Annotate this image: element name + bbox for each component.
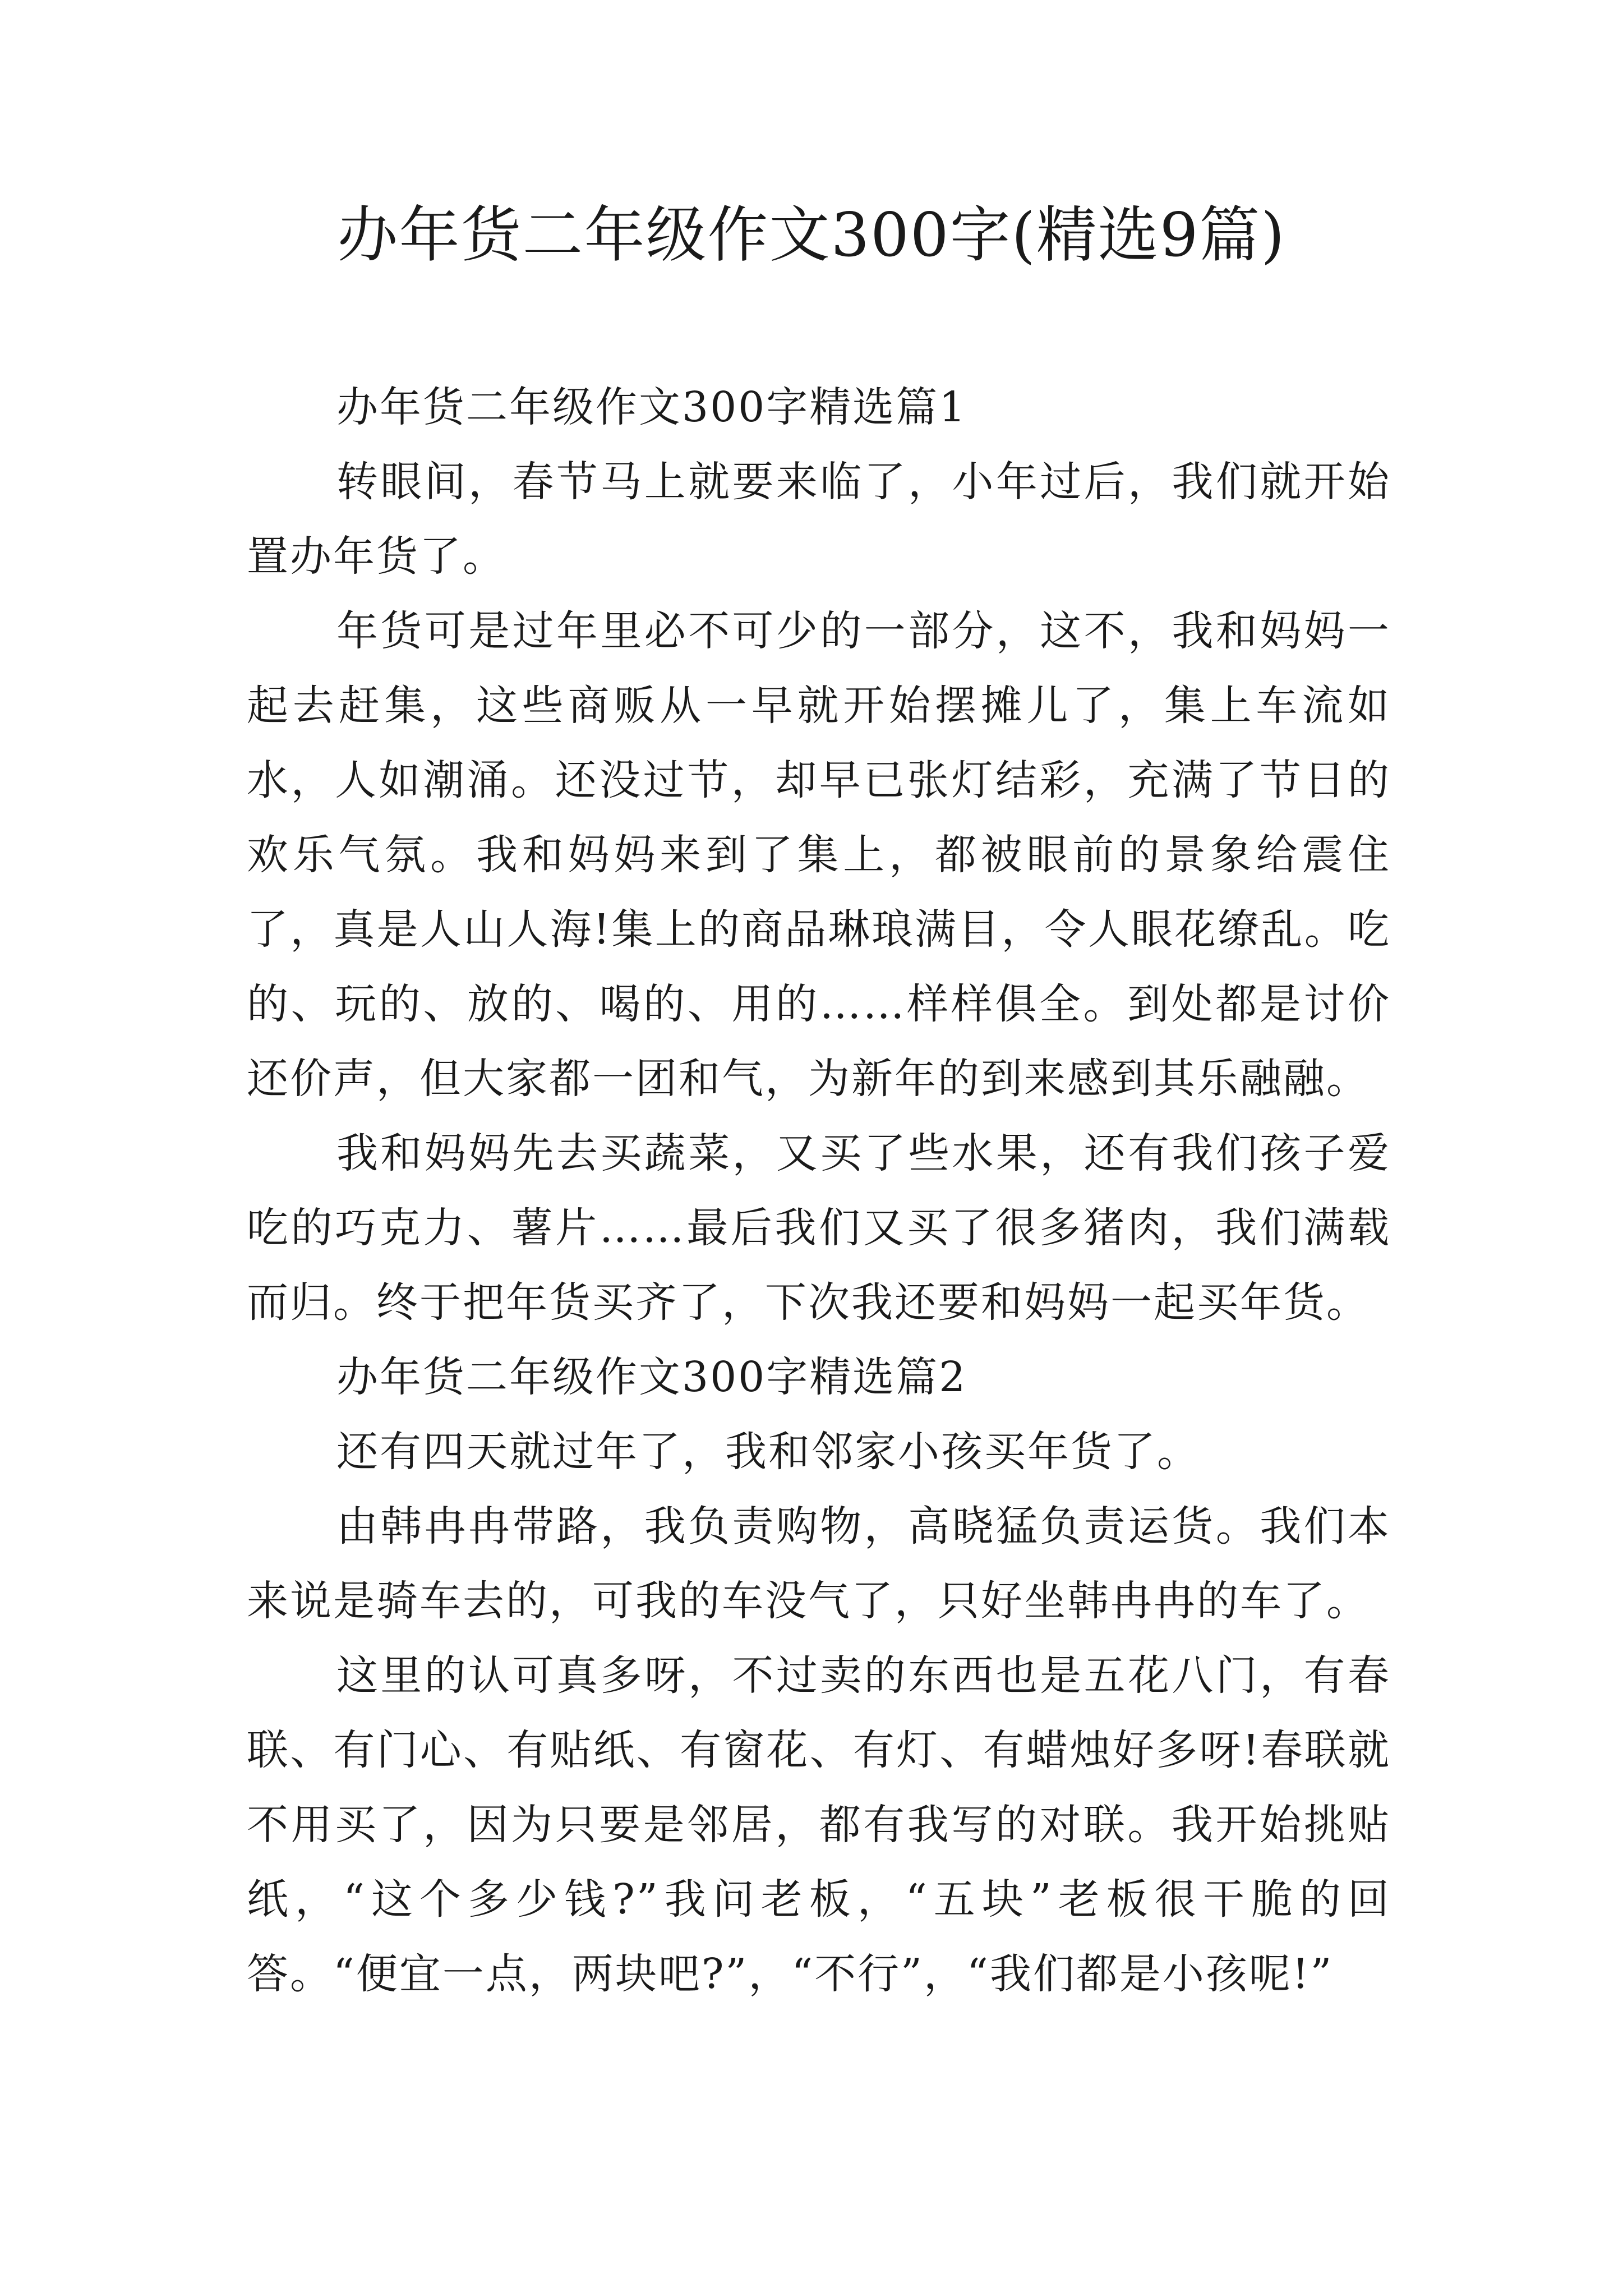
paragraph: 还有四天就过年了，我和邻家小孩买年货了。 xyxy=(336,1428,1200,1476)
document-title: 办年货二年级作文300字(精选9篇) xyxy=(337,200,1286,270)
section-heading: 办年货二年级作文300字精选篇2 xyxy=(336,1353,967,1401)
section-heading: 办年货二年级作文300字精选篇1 xyxy=(336,383,967,431)
paragraph: 我和妈妈先去买蔬菜，又买了些水果，还有我们孩子爱吃的巧克力、薯片……最后我们又买了很多猪肉，我们满载而归。终于把年货买齐了，下次我还要和妈妈一起买年货。 xyxy=(247,1129,1391,1327)
paragraph: 转眼间，春节马上就要来临了，小年过后，我们就开始置办年货了。 xyxy=(247,458,1391,581)
paragraph: 年货可是过年里必不可少的一部分，这不，我和妈妈一起去赶集，这些商贩从一早就开始摆摊儿了，集上车流如水，人如潮涌。还没过节，却早已张灯结彩，充满了节日的欢乐气氛。我和妈妈来到了集上，都被眼前的景象给震住了，真是人山人海!集上的商品琳琅满目，令人眼花缭乱。吃的、玩的、放的、喝的、用的……样样俱全。到处都是讨价还价声，但大家都一团和气，为新年的到来感到其乐融融。 xyxy=(247,607,1391,1103)
paragraph: 由韩冉冉带路，我负责购物，高晓猛负责运货。我们本来说是骑车去的，可我的车没气了，只好坐韩冉冉的车了。 xyxy=(247,1502,1391,1625)
paragraph: 这里的认可真多呀，不过卖的东西也是五花八门，有春联、有门心、有贴纸、有窗花、有灯、有蜡烛好多呀!春联就不用买了，因为只要是邻居，都有我写的对联。我开始挑贴纸，“这个多少钱?”我问老板，“五块”老板很干脆的回答。“便宜一点，两块吧?”，“不行”，“我们都是小孩呢!” xyxy=(247,1651,1391,1998)
document-body xyxy=(247,370,1391,2012)
